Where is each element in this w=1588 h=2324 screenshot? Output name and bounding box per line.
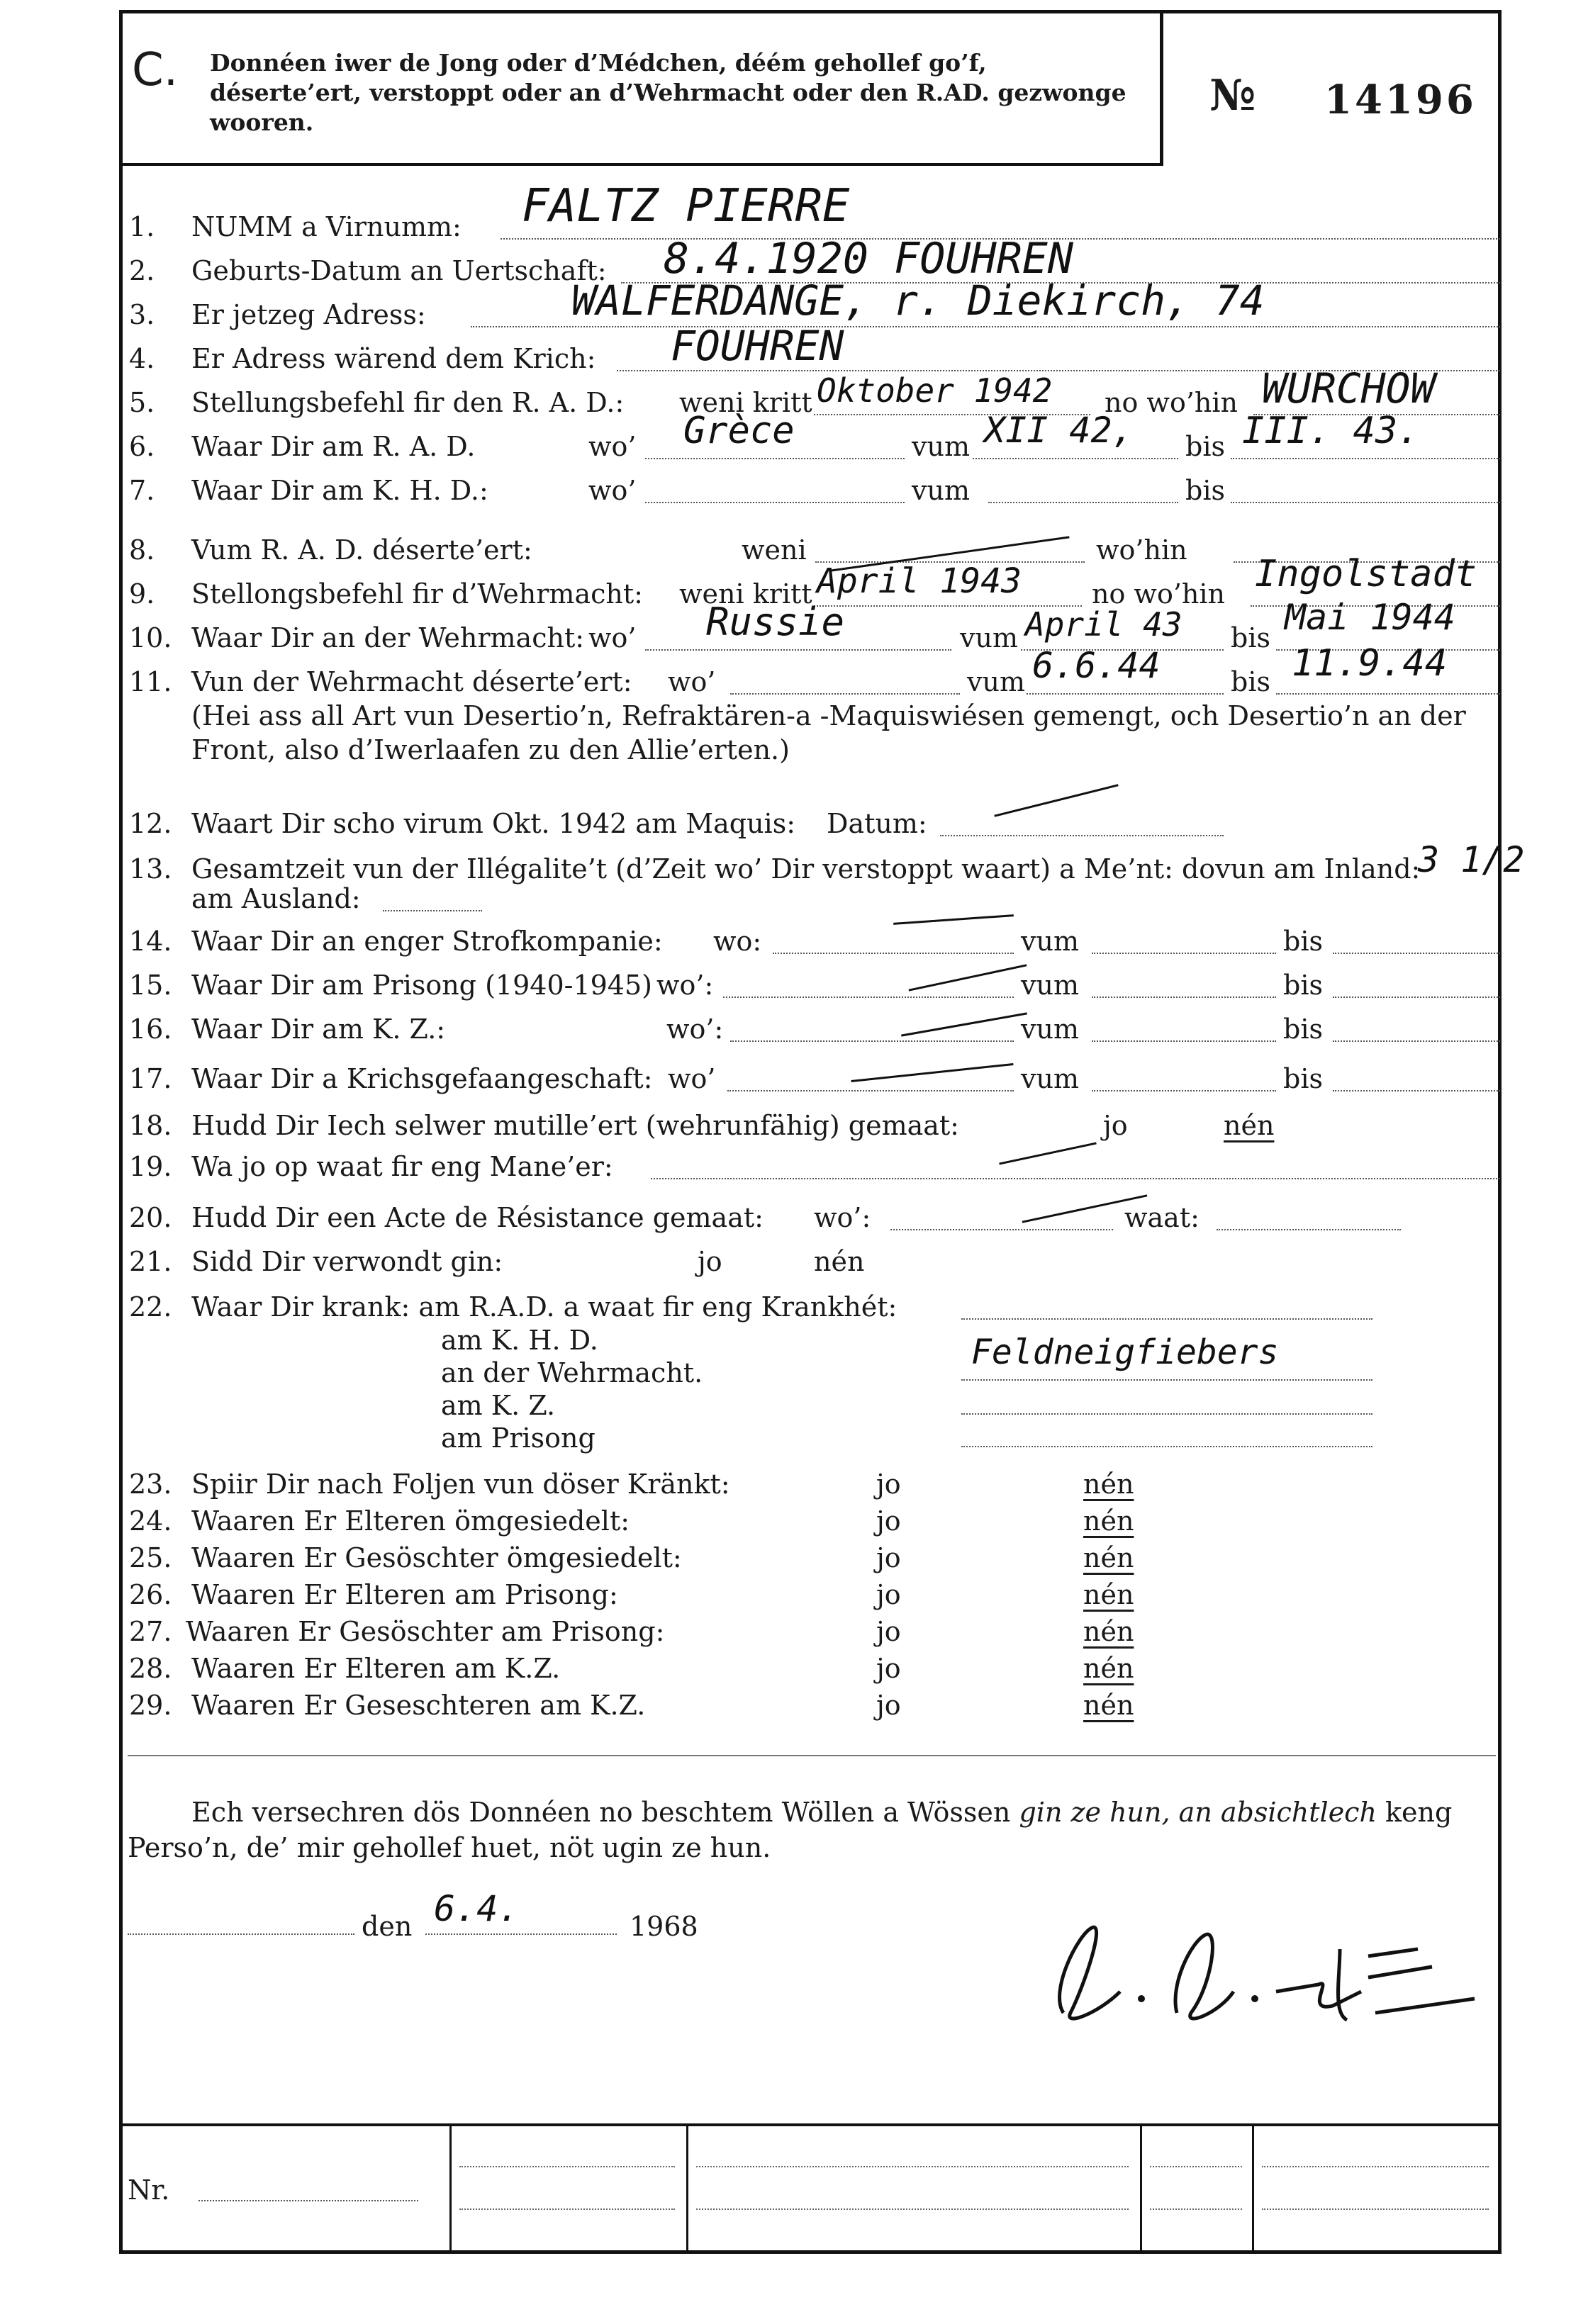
declaration-text: Ech versechren dös Donnéen no beschtem Wöllen a Wössen gin ze hun, an absichtlech keng Perso’n, de’ mir gehollef huet, nöt ugin ze hun. bbox=[128, 1797, 1453, 1863]
q9-weni-answer[interactable]: April 1943 bbox=[817, 561, 1022, 601]
header-divider-horizontal bbox=[119, 163, 1163, 166]
q11-bis-answer[interactable]: 11.9.44 bbox=[1292, 642, 1448, 685]
q2-answer[interactable]: 8.4.1920 FOUHREN bbox=[664, 234, 1073, 284]
q18-nen-selected[interactable]: nén bbox=[1224, 1110, 1275, 1141]
footer-table-top bbox=[122, 2123, 1499, 2126]
q18-jo[interactable]: jo bbox=[1103, 1110, 1128, 1141]
signature bbox=[1035, 1907, 1496, 2027]
q22-sublist: am K. H. D. an der Wehrmacht. am K. Z. am Prisong bbox=[441, 1325, 703, 1454]
q5-weni-answer[interactable]: Oktober 1942 bbox=[817, 371, 1053, 410]
q13-ausland-label: am Ausland: bbox=[191, 883, 361, 914]
q11-vum-answer[interactable]: 6.6.44 bbox=[1032, 645, 1161, 686]
q21-nen[interactable]: nén bbox=[814, 1246, 865, 1277]
q1-label: NUMM a Virnumm: bbox=[191, 211, 462, 242]
date-answer[interactable]: 6.4. bbox=[434, 1888, 520, 1929]
q5-wohin-answer[interactable]: WURCHOW bbox=[1262, 364, 1436, 412]
q9-wohin-answer[interactable]: Ingolstadt bbox=[1255, 553, 1477, 595]
nr-label: Nr. bbox=[128, 2174, 170, 2206]
q6-bis-answer[interactable]: III. 43. bbox=[1242, 410, 1420, 452]
q21-jo[interactable]: jo bbox=[698, 1246, 722, 1277]
q4-answer[interactable]: FOUHREN bbox=[671, 322, 844, 370]
q1-answer[interactable]: FALTZ PIERRE bbox=[522, 180, 850, 232]
q10-bis-answer[interactable]: Mai 1944 bbox=[1285, 597, 1455, 638]
number-sign: № bbox=[1209, 71, 1256, 120]
form-description: Donnéen iwer de Jong oder d’Médchen, déém gehollef go’f, déserte’ert, verstoppt oder an d’Wehrmacht oder den R.AD. gezwonge wooren. bbox=[210, 49, 1126, 136]
section-divider bbox=[128, 1755, 1496, 1756]
q13-inland-answer[interactable]: 3 1/2 bbox=[1418, 839, 1525, 880]
q3-answer[interactable]: WALFERDANGE, r. Diekirch, 74 bbox=[571, 276, 1265, 325]
header-divider-vertical bbox=[1160, 10, 1163, 166]
q10-wo-answer[interactable]: Russie bbox=[706, 600, 845, 644]
section-letter: C. bbox=[132, 44, 179, 96]
q10-vum-answer[interactable]: April 43 bbox=[1025, 605, 1182, 644]
q22-answer[interactable]: Feldneigfiebers bbox=[971, 1332, 1279, 1372]
form-number: 14196 bbox=[1324, 77, 1477, 123]
q11-note: (Hei ass all Art vun Desertio’n, Refraktären-a -Maquiswiésen gemengt, och Desertio’n an der Front, also d’Iwerlaafen zu den Allie’erten.) bbox=[191, 700, 1466, 765]
q6-vum-answer[interactable]: XII 42, bbox=[984, 410, 1134, 451]
q6-wo-answer[interactable]: Grèce bbox=[683, 410, 795, 452]
